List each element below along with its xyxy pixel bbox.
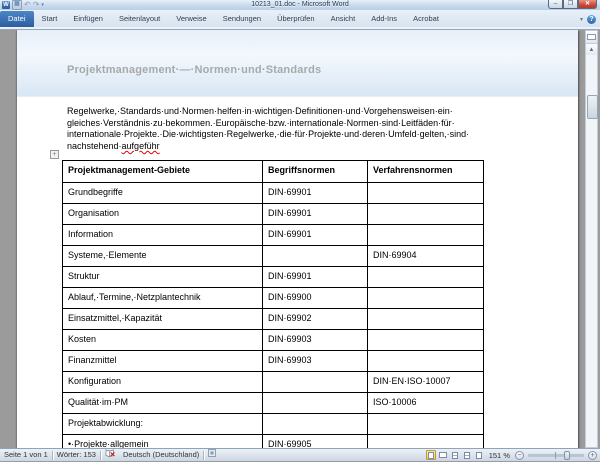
norms-table[interactable]	[62, 160, 484, 448]
table-row	[63, 435, 484, 449]
cell-begriffsnorm[interactable]: DIN·69901	[263, 225, 368, 246]
paragraph[interactable]	[67, 106, 553, 152]
statusbar-right-group	[426, 450, 600, 460]
ribbon-right-controls	[580, 15, 600, 27]
cell-begriffsnorm[interactable]: DIN·69903	[263, 351, 368, 372]
table-row	[63, 183, 484, 204]
table-row	[63, 225, 484, 246]
cell-verfahrensnorm[interactable]: DIN·EN·ISO·10007	[368, 372, 484, 393]
help-icon[interactable]: ?	[587, 15, 596, 24]
macro-icon	[208, 449, 216, 457]
table-row	[63, 204, 484, 225]
table-header-row	[63, 161, 484, 183]
window-controls	[548, 0, 597, 9]
table-header-cell[interactable]: Verfahrensnormen	[368, 161, 484, 183]
zoom-slider-thumb[interactable]	[564, 451, 570, 460]
table-row	[63, 246, 484, 267]
tab-acrobat[interactable]: Acrobat	[413, 14, 439, 23]
cell-gebiet[interactable]: Projektabwicklung:	[63, 414, 263, 435]
close-button[interactable]: ✕	[578, 0, 597, 9]
status-bar	[0, 448, 600, 461]
table-move-handle-icon[interactable]: +	[50, 150, 59, 159]
view-weblayout-button[interactable]	[450, 450, 460, 460]
cell-gebiet[interactable]: Grundbegriffe	[63, 183, 263, 204]
ribbon-tab-bar	[0, 10, 600, 27]
qat-dropdown-icon[interactable]: ▾	[41, 2, 44, 8]
cell-begriffsnorm[interactable]: DIN·69903	[263, 330, 368, 351]
tab-seitenlayout[interactable]: Seitenlayout	[118, 14, 161, 23]
redo-icon[interactable]: ↷	[32, 0, 40, 9]
draft-icon	[476, 452, 482, 459]
fullscreen-reading-icon	[439, 452, 447, 458]
cell-begriffsnorm[interactable]: DIN·69901	[263, 183, 368, 204]
cell-gebiet[interactable]: Information	[63, 225, 263, 246]
web-layout-icon	[452, 452, 458, 459]
table-row	[63, 393, 484, 414]
view-ruler-button[interactable]	[586, 31, 597, 44]
minimize-button[interactable]: –	[548, 0, 563, 9]
cell-gebiet[interactable]: Qualität·im·PM	[63, 393, 263, 414]
table-row	[63, 309, 484, 330]
paragraph-line[interactable]: Regelwerke,·Standards·und·Normen·helfen·in·wichtigen·Definitionen·und·Vorgehensweisen·ein·	[67, 106, 453, 116]
word-logo-icon[interactable]: W	[3, 2, 9, 8]
undo-icon[interactable]: ↶	[24, 0, 31, 9]
zoom-in-button[interactable]: +	[588, 451, 597, 460]
spellcheck-book-icon	[105, 449, 115, 458]
scroll-up-icon[interactable]: ▲	[586, 44, 597, 55]
vertical-scrollbar[interactable]	[585, 30, 598, 448]
cell-gebiet[interactable]: Struktur	[63, 267, 263, 288]
tab-add-ins[interactable]: Add-Ins	[371, 14, 398, 23]
view-fullscreen-button[interactable]	[438, 450, 448, 460]
zoom-out-button[interactable]: −	[515, 451, 524, 460]
tab-datei[interactable]: Datei	[0, 11, 34, 27]
paragraph-lines	[67, 106, 553, 141]
window-title: 10213_01.doc - Microsoft Word	[251, 1, 349, 8]
cell-verfahrensnorm[interactable]: ISO·10006	[368, 393, 484, 414]
table-row	[63, 414, 484, 435]
norms-table-head	[63, 161, 484, 183]
word-count[interactable]: Wörter: 153	[56, 450, 96, 459]
cell-verfahrensnorm[interactable]	[368, 435, 484, 449]
cell-gebiet[interactable]: Konfiguration	[63, 372, 263, 393]
tab--berpr-fen[interactable]: Überprüfen	[277, 14, 315, 23]
table-row	[63, 372, 484, 393]
print-layout-icon	[428, 452, 434, 459]
cell-begriffsnorm[interactable]: DIN·69901	[263, 267, 368, 288]
cell-gebiet[interactable]: Systeme,·Elemente	[63, 246, 263, 267]
table-header-cell[interactable]: Begriffsnormen	[263, 161, 368, 183]
view-draft-button[interactable]	[474, 450, 484, 460]
cell-begriffsnorm[interactable]: DIN·69901	[263, 204, 368, 225]
tab-einf-gen[interactable]: Einfügen	[73, 14, 103, 23]
table-row	[63, 267, 484, 288]
maximize-button[interactable]: ❐	[563, 0, 578, 9]
cell-verfahrensnorm[interactable]: DIN·69904	[368, 246, 484, 267]
cell-gebiet[interactable]: Finanzmittel	[63, 351, 263, 372]
table-row	[63, 330, 484, 351]
cell-gebiet[interactable]: Kosten	[63, 330, 263, 351]
cell-verfahrensnorm[interactable]	[368, 183, 484, 204]
cell-verfahrensnorm[interactable]	[368, 204, 484, 225]
cell-gebiet[interactable]: Ablauf,·Termine,·Netzplantechnik	[63, 288, 263, 309]
view-outline-button[interactable]	[462, 450, 472, 460]
cell-verfahrensnorm[interactable]	[368, 267, 484, 288]
save-icon[interactable]: ▦	[12, 0, 22, 10]
cell-verfahrensnorm[interactable]	[368, 288, 484, 309]
cell-gebiet[interactable]: •·Projekte·allgemein	[63, 435, 263, 449]
cell-gebiet[interactable]: Einsatzmittel,·Kapazität	[63, 309, 263, 330]
cell-verfahrensnorm[interactable]	[368, 414, 484, 435]
zoom-level[interactable]: 151 %	[488, 450, 510, 460]
proofing-status-icon[interactable]	[101, 449, 119, 462]
zoom-slider-center-tick	[555, 452, 556, 459]
macro-record-icon[interactable]	[204, 449, 220, 461]
misspelled-word[interactable]: aufgeführ	[121, 140, 160, 151]
cell-begriffsnorm[interactable]	[263, 246, 368, 267]
cell-verfahrensnorm[interactable]	[368, 351, 484, 372]
cell-verfahrensnorm[interactable]	[368, 330, 484, 351]
table-header-cell[interactable]: Projektmanagement-Gebiete	[63, 161, 263, 183]
zoom-slider[interactable]	[528, 454, 584, 457]
ruler-icon	[587, 34, 596, 40]
page-indicator[interactable]: Seite 1 von 1	[4, 450, 48, 459]
ribbon-tabs	[0, 11, 447, 27]
cell-begriffsnorm[interactable]: DIN·69905	[263, 435, 368, 449]
tab-start[interactable]: Start	[41, 14, 58, 23]
cell-begriffsnorm[interactable]: DIN·69902	[263, 309, 368, 330]
paragraph-last-line[interactable]	[67, 141, 553, 153]
paragraph-last-prefix: nachstehend·	[67, 140, 122, 151]
minimize-ribbon-icon[interactable]: ▾	[579, 17, 583, 23]
cell-begriffsnorm[interactable]	[263, 414, 368, 435]
document-heading[interactable]: Projektmanagement·—·Normen·und·Standards	[67, 64, 322, 76]
document-page[interactable]	[17, 30, 578, 448]
table-row	[63, 351, 484, 372]
paragraph-line[interactable]: gleiches·Verständnis·zu·bekommen.·Europäische·bzw.·internationale·Normen·sind·Leitfäden·für·	[67, 117, 455, 128]
tab-verweise[interactable]: Verweise	[176, 14, 207, 23]
language-indicator[interactable]: Deutsch (Deutschland)	[122, 450, 200, 459]
cell-verfahrensnorm[interactable]	[368, 225, 484, 246]
cell-begriffsnorm[interactable]	[263, 372, 368, 393]
view-print-layout-button[interactable]	[426, 450, 436, 460]
cell-begriffsnorm[interactable]	[263, 393, 368, 414]
tab-ansicht[interactable]: Ansicht	[330, 14, 356, 23]
scrollbar-thumb[interactable]	[587, 95, 598, 119]
cell-begriffsnorm[interactable]: DIN·69900	[263, 288, 368, 309]
table-row	[63, 288, 484, 309]
cell-gebiet[interactable]: Organisation	[63, 204, 263, 225]
outline-icon	[464, 452, 470, 459]
norms-table-body	[63, 183, 484, 449]
document-workspace	[0, 30, 600, 448]
tab-sendungen[interactable]: Sendungen	[222, 14, 262, 23]
cell-verfahrensnorm[interactable]	[368, 309, 484, 330]
paragraph-line[interactable]: internationale·Projekte.·Die·wichtigsten·Regelwerke,·die·für·Projekte·und·deren·Umfeld·gelten,·sind·	[67, 129, 470, 140]
